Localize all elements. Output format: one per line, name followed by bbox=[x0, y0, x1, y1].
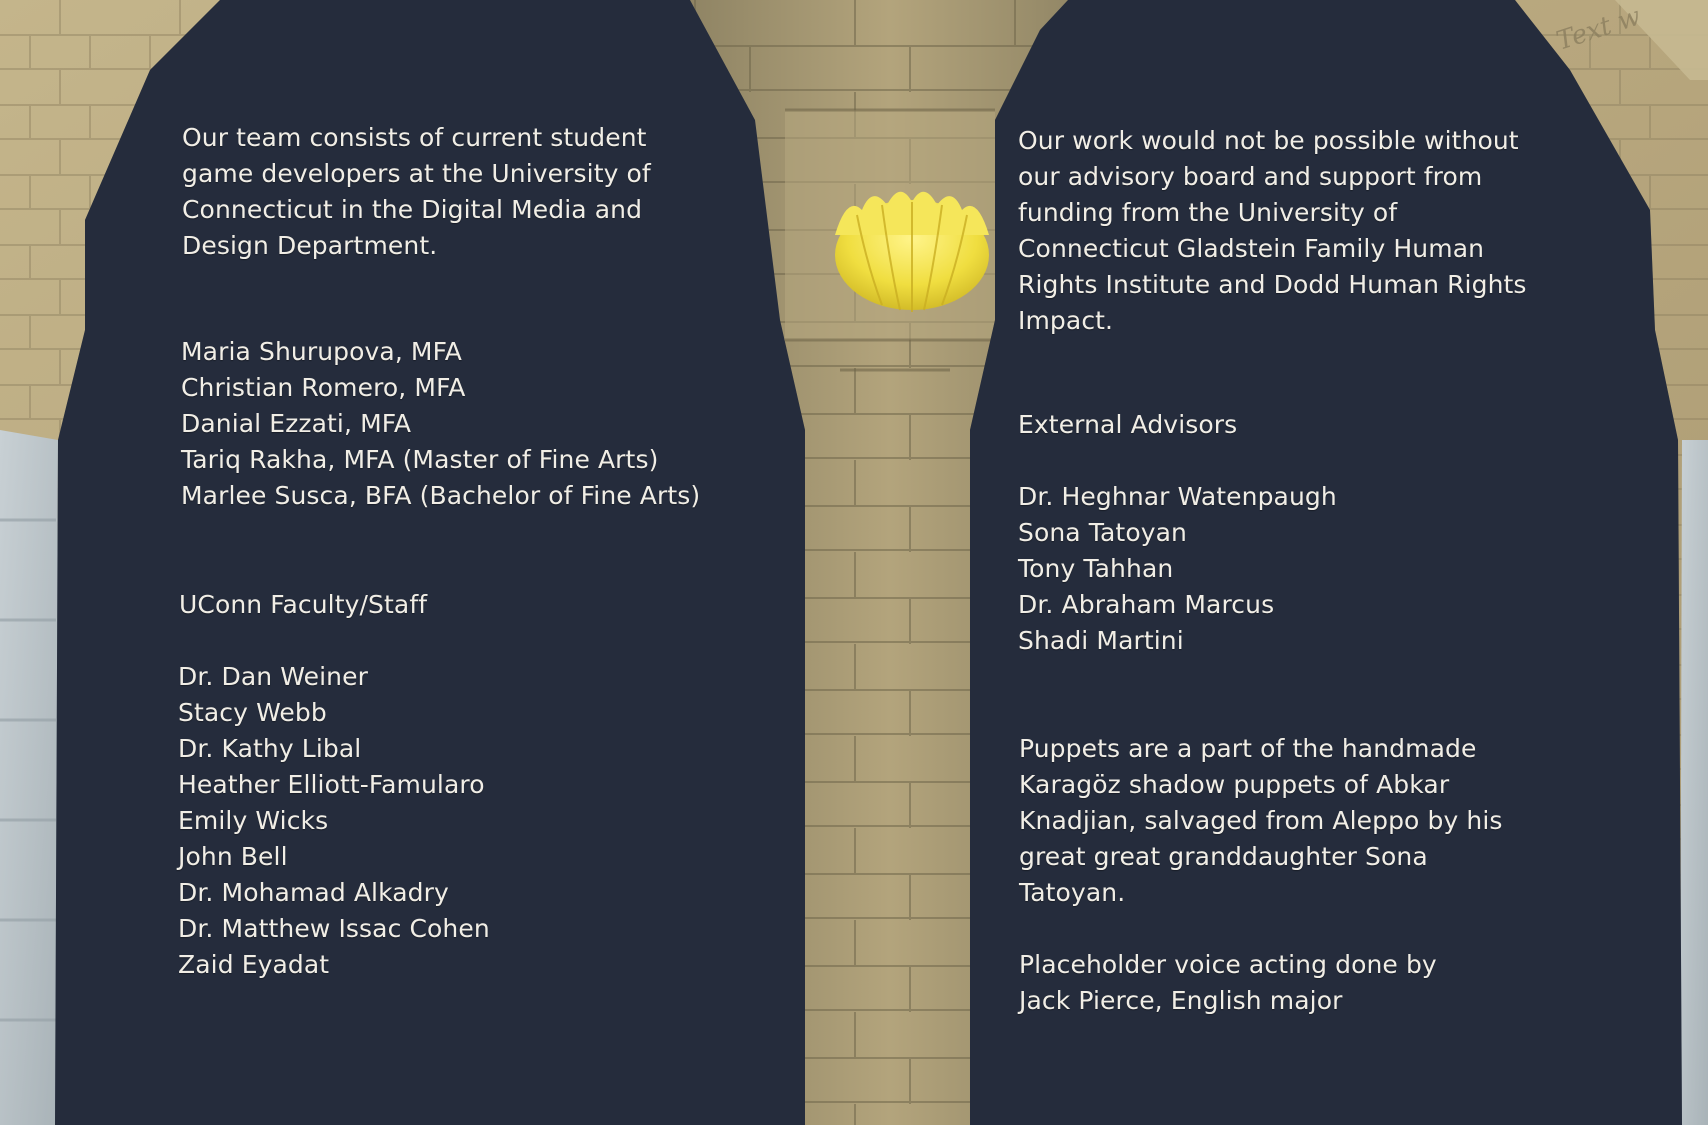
puppets-credit-line: Karagöz shadow puppets of Abkar bbox=[1019, 770, 1450, 799]
puppets-credit-line: Knadjian, salvaged from Aleppo by his bbox=[1019, 806, 1503, 835]
team-intro-line: Design Department. bbox=[182, 231, 438, 260]
team-member: Marlee Susca, BFA (Bachelor of Fine Arts) bbox=[181, 481, 701, 510]
faculty-member: John Bell bbox=[178, 842, 288, 871]
puppets-credit-line: Puppets are a part of the handmade bbox=[1019, 734, 1477, 763]
puppets-credit-text bbox=[1019, 731, 1503, 911]
support-intro-text bbox=[1018, 123, 1527, 339]
faculty-member: Dr. Matthew Issac Cohen bbox=[178, 914, 490, 943]
faculty-member: Zaid Eyadat bbox=[178, 950, 330, 979]
svg-text:Text w: Text w bbox=[1552, 1, 1645, 57]
advisor: Tony Tahhan bbox=[1018, 554, 1174, 583]
faculty-member: Dr. Dan Weiner bbox=[178, 662, 368, 691]
voice-credit-line: Jack Pierce, English major bbox=[1019, 986, 1343, 1015]
faculty-list bbox=[178, 659, 490, 983]
advisors-heading: External Advisors bbox=[1018, 410, 1238, 439]
team-intro-line: game developers at the University of bbox=[182, 159, 651, 188]
team-member: Danial Ezzati, MFA bbox=[181, 409, 412, 438]
team-member: Christian Romero, MFA bbox=[181, 373, 466, 402]
advisors-list bbox=[1018, 479, 1337, 659]
faculty-member: Dr. Mohamad Alkadry bbox=[178, 878, 449, 907]
faculty-member: Emily Wicks bbox=[178, 806, 329, 835]
voice-acting-credit bbox=[1019, 947, 1437, 1019]
advisor: Sona Tatoyan bbox=[1018, 518, 1187, 547]
voice-credit-line: Placeholder voice acting done by bbox=[1019, 950, 1437, 979]
faculty-member: Stacy Webb bbox=[178, 698, 327, 727]
support-intro-line: Connecticut Gladstein Family Human bbox=[1018, 234, 1485, 263]
puppets-credit-line: Tatoyan. bbox=[1019, 878, 1126, 907]
advisor: Shadi Martini bbox=[1018, 626, 1184, 655]
advisor: Dr. Heghnar Watenpaugh bbox=[1018, 482, 1337, 511]
puppets-credit-line: great great granddaughter Sona bbox=[1019, 842, 1428, 871]
faculty-member: Dr. Kathy Libal bbox=[178, 734, 362, 763]
support-intro-line: Impact. bbox=[1018, 306, 1114, 335]
support-intro-line: our advisory board and support from bbox=[1018, 162, 1483, 191]
team-intro-line: Connecticut in the Digital Media and bbox=[182, 195, 643, 224]
support-intro-line: funding from the University of bbox=[1018, 198, 1398, 227]
team-member: Maria Shurupova, MFA bbox=[181, 337, 462, 366]
faculty-member: Heather Elliott-Famularo bbox=[178, 770, 485, 799]
team-members-list bbox=[181, 334, 700, 514]
faculty-heading: UConn Faculty/Staff bbox=[179, 590, 428, 619]
support-intro-line: Rights Institute and Dodd Human Rights bbox=[1018, 270, 1527, 299]
advisor: Dr. Abraham Marcus bbox=[1018, 590, 1275, 619]
support-intro-line: Our work would not be possible without bbox=[1018, 126, 1519, 155]
team-member: Tariq Rakha, MFA (Master of Fine Arts) bbox=[181, 445, 659, 474]
team-intro-text bbox=[182, 120, 651, 264]
team-intro-line: Our team consists of current student bbox=[182, 123, 647, 152]
